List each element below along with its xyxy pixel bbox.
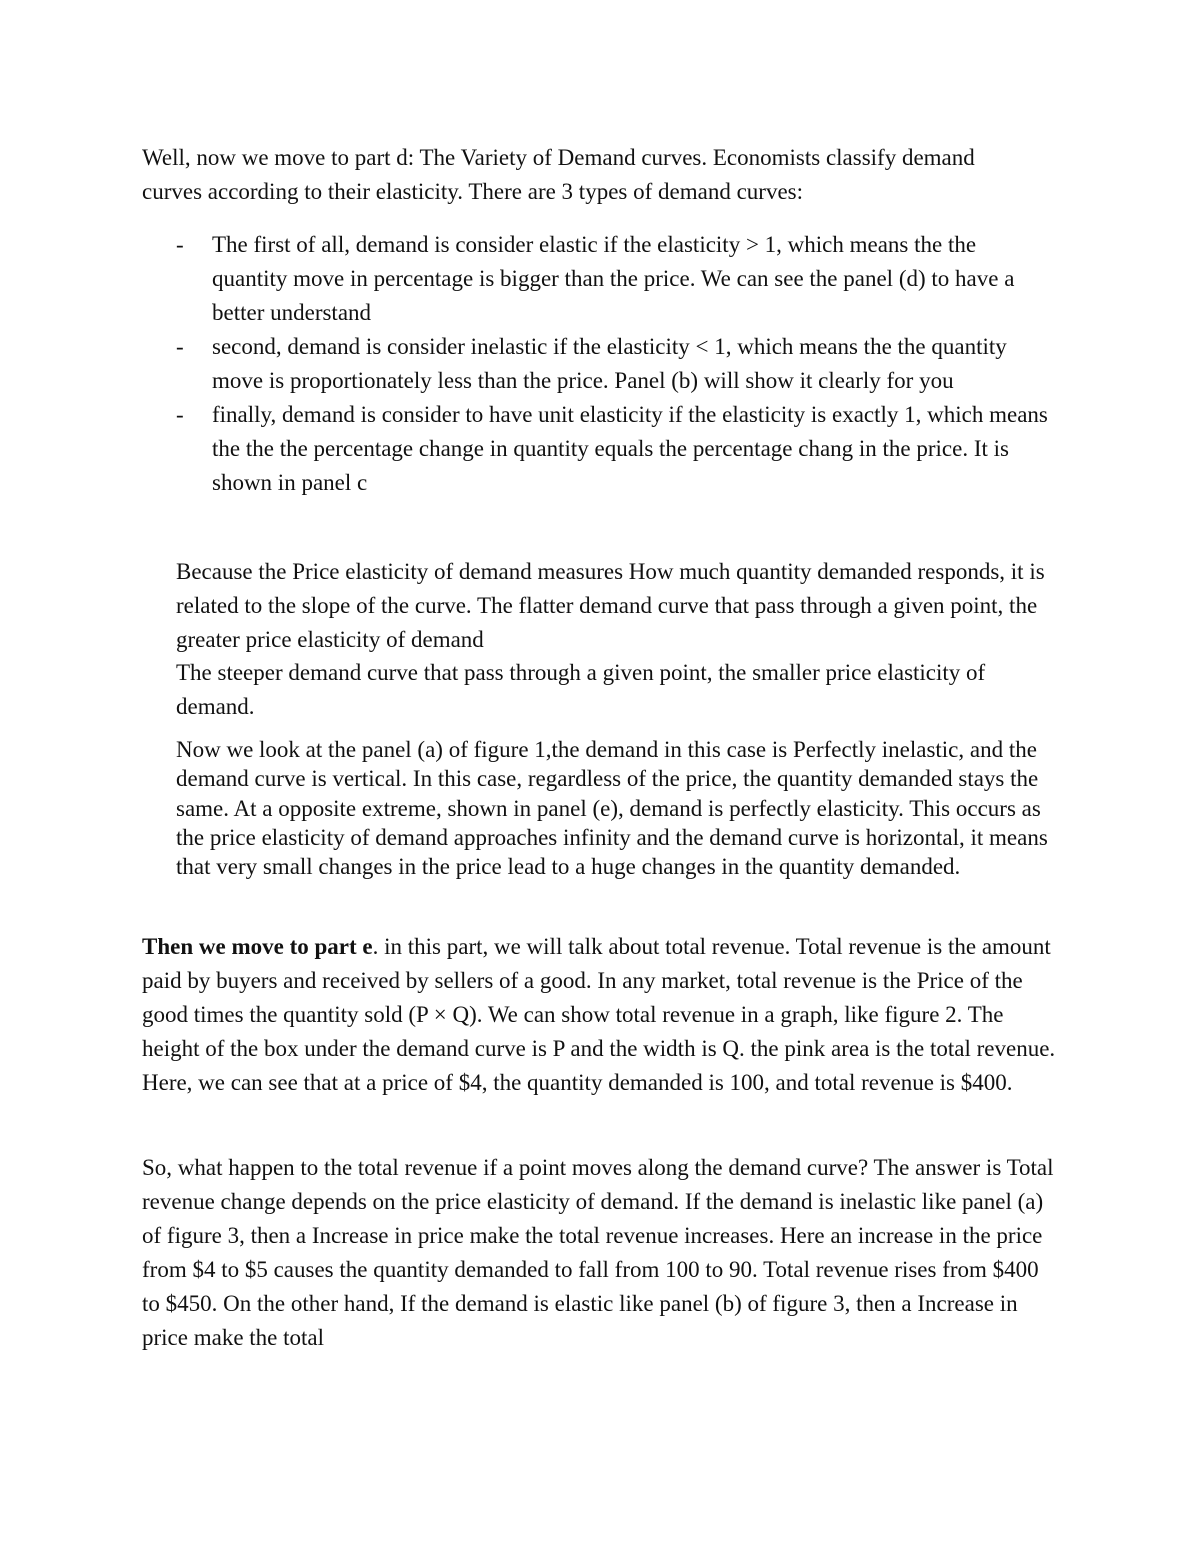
list-item-inelastic xyxy=(176,330,1056,398)
list-item-elastic xyxy=(176,228,1056,330)
part-e-paragraph xyxy=(142,930,1057,1100)
list-item-text: second, demand is consider inelastic if the elasticity < 1, which means the the quantity move is proportionately less than the price. Panel (b) will show it clearly for you xyxy=(212,334,1007,393)
part-e-heading: Then we move to part e xyxy=(142,934,373,959)
slope-paragraph: Because the Price elasticity of demand measures How much quantity demanded responds, it is related to the slope of the curve. The flatter demand curve that pass through a given point, the greater price elasticity of demand xyxy=(176,559,1045,652)
list-item-unit-elastic xyxy=(176,398,1056,500)
list-dash: - xyxy=(176,402,184,427)
list-item-text: The first of all, demand is consider elastic if the elasticity > 1, which means the the quantity move in percentage is bigger than the price. We can see the panel (d) to have a better understand xyxy=(212,232,1015,325)
revenue-change-paragraph: So, what happen to the total revenue if a point moves along the demand curve? The answer is Total revenue change depends on the price elasticity of demand. If the demand is inelastic like panel (a) of figure 3, then a Increase in price make the total revenue increases. Here an increase in the price from $4 to $5 causes the quantity demanded to fall from 100 to 90. Total revenue rises from $400 to $450. On the other hand, If the demand is elastic like panel (b) of figure 3, then a Increase in price make the total xyxy=(142,1155,1054,1350)
intro-paragraph: Well, now we move to part d: The Variety of Demand curves. Economists classify demand curves according to their elasticity. There are 3 types of demand curves: xyxy=(142,145,975,204)
list-dash: - xyxy=(176,334,184,359)
part-e-text: . in this part, we will talk about total revenue. Total revenue is the amount paid by buyers and received by sellers of a good. In any market, total revenue is the Price of the good times the quantity sold (P × Q). We can show total revenue in a graph, like figure 2. The height of the box under the demand curve is P and the width is Q. the pink area is the total revenue. Here, we can see that at a price of $4, the quantity demanded is 100, and total revenue is $400. xyxy=(142,934,1056,1095)
demand-types-list xyxy=(176,228,1056,500)
list-dash: - xyxy=(176,232,184,257)
list-item-text: finally, demand is consider to have unit elasticity if the elasticity is exactly 1, which means the the the percentage change in quantity equals the percentage chang in the price. It is shown in panel c xyxy=(212,402,1048,495)
steeper-paragraph: The steeper demand curve that pass through a given point, the smaller price elasticity of demand. xyxy=(176,660,986,719)
panels-paragraph: Now we look at the panel (a) of figure 1,the demand in this case is Perfectly inelastic, and the demand curve is vertical. In this case, regardless of the price, the quantity demanded stays the same. At a opposite extreme, shown in panel (e), demand is perfectly elasticity. This occurs as the price elasticity of demand approaches infinity and the demand curve is horizontal, it means that very small changes in the price lead to a huge changes in the quantity demanded. xyxy=(176,737,1048,880)
